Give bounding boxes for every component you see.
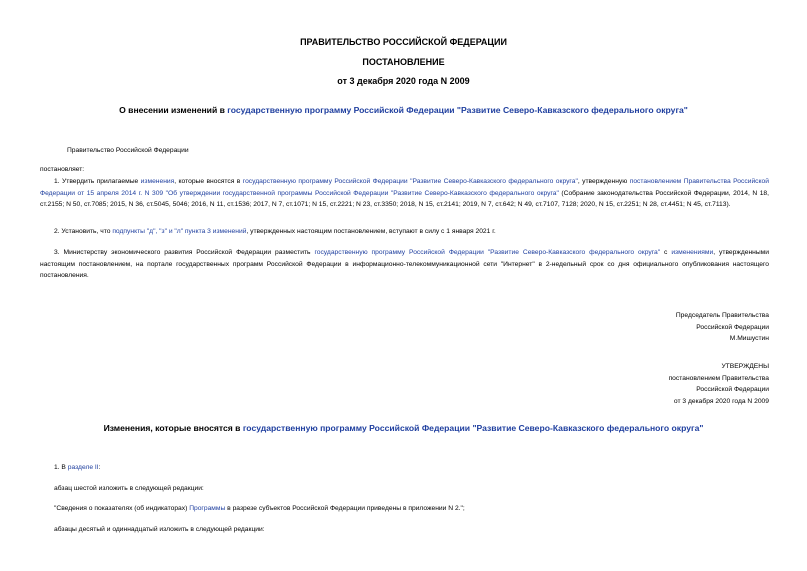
p1-text-c: , утвержденную bbox=[577, 178, 630, 185]
approved-by: постановлением Правительства bbox=[668, 374, 769, 382]
p2-subitems-link[interactable]: подпункты "д", "з" и "л" пункта 3 изменений bbox=[112, 228, 247, 235]
doc-date-number: от 3 декабря 2020 года N 2009 bbox=[337, 76, 470, 86]
paragraph-1 bbox=[40, 176, 769, 211]
signature-country: Российской Федерации bbox=[696, 323, 769, 331]
p2-text-b: , утвержденных настоящим постановлением, вступают в силу с 1 января 2021 г. bbox=[246, 228, 496, 235]
changes-line-2: абзац шестой изложить в следующей редакции: bbox=[54, 485, 204, 492]
government-name: Правительство Российской Федерации bbox=[67, 147, 189, 154]
paragraph-3 bbox=[40, 247, 769, 282]
approved-date: от 3 декабря 2020 года N 2009 bbox=[673, 397, 769, 405]
item1-text-a: 1. В bbox=[54, 464, 68, 471]
signature-name: М.Мишустин bbox=[729, 335, 769, 342]
p1-text-d: (Собрание законодательства Российской Федерации, 2014, N 18, ст.2155; N 50, ст.7085; 2015, N 36, ст.5045, 5046; 2016, N 11, ст.1536; 2017, N 7, ст.1071; N 15, ст.2221; N 23, ст.3350; 2018, N 15, ст.2141; 2019, N 7, ст.642; N 49, ст.7107, 7128; 2020, N 15, ст.2251; N 28, ст.4451; N 45, ст.7113). bbox=[40, 189, 770, 208]
p2-text-a: 2. Установить, что bbox=[54, 228, 113, 235]
p3-program-link[interactable]: государственную программу Российской Федерации "Развитие Северо-Кавказского федерального округа" bbox=[314, 249, 661, 256]
changes-line-3 bbox=[54, 503, 465, 515]
p1-text-b: , которые вносятся в bbox=[174, 178, 243, 185]
changes-title-program-link[interactable]: государственную программу Российской Федерации "Развитие Северо-Кавказского федерального округа" bbox=[242, 423, 704, 433]
line3-text-a: "Сведения о показателях (об индикаторах) bbox=[54, 505, 190, 512]
government-heading: ПРАВИТЕЛЬСТВО РОССИЙСКОЙ ФЕДЕРАЦИИ bbox=[300, 37, 507, 47]
changes-item-1 bbox=[54, 462, 101, 474]
paragraph-2 bbox=[40, 226, 769, 238]
p1-program-link[interactable]: государственную программу Российской Федерации "Развитие Северо-Кавказского федерального округа" bbox=[242, 178, 578, 185]
p3-changes-link[interactable]: изменениями bbox=[671, 249, 714, 256]
changes-title bbox=[0, 423, 807, 433]
signature-position: Председатель Правительства bbox=[675, 312, 769, 319]
approved-block bbox=[669, 361, 769, 407]
signature-block bbox=[676, 310, 769, 345]
program-link[interactable]: Программы bbox=[189, 505, 226, 512]
changes-line-4: абзацы десятый и одиннадцатый изложить в следующей редакции: bbox=[54, 526, 265, 533]
doc-title bbox=[0, 105, 807, 115]
decrees-word: постановляет: bbox=[40, 166, 85, 173]
p1-text-a: 1. Утвердить прилагаемые bbox=[54, 178, 141, 185]
changes-title-text: Изменения, которые вносятся в bbox=[103, 423, 243, 433]
p3-text-b: с bbox=[660, 249, 672, 256]
doc-title-text: О внесении изменений в bbox=[119, 105, 228, 115]
p1-changes-link[interactable]: изменения bbox=[140, 178, 175, 185]
doc-title-program-link[interactable]: государственную программу Российской Федерации "Развитие Северо-Кавказского федерального округа" bbox=[227, 105, 688, 115]
section-2-link[interactable]: разделе II bbox=[67, 464, 99, 471]
p3-text-a: 3. Министерству экономического развития Российской Федерации разместить bbox=[54, 249, 315, 256]
line3-text-b: в разрезе субъектов Российской Федерации приведены в приложении N 2."; bbox=[225, 505, 465, 512]
doc-type-heading: ПОСТАНОВЛЕНИЕ bbox=[362, 57, 445, 67]
p1-decree-link[interactable]: постановлением Правительства Российской Федерации от 15 апреля 2014 г. N 309 "Об утверждении государственной программы Российской Федерации "Развитие Северо-Кавказского федерального округа" bbox=[40, 178, 769, 197]
approved-word: УТВЕРЖДЕНЫ bbox=[721, 363, 769, 370]
p3-text-c: , утвержденными настоящим постановлением, на портале государственных программ Российской Федерации в информационно-телекоммуникационной сети "Интернет" в 2-недельный срок со дня официального опубликования настоящего постановления. bbox=[40, 249, 769, 279]
item1-text-b: : bbox=[98, 464, 101, 471]
approved-country: Российской Федерации bbox=[696, 386, 769, 393]
